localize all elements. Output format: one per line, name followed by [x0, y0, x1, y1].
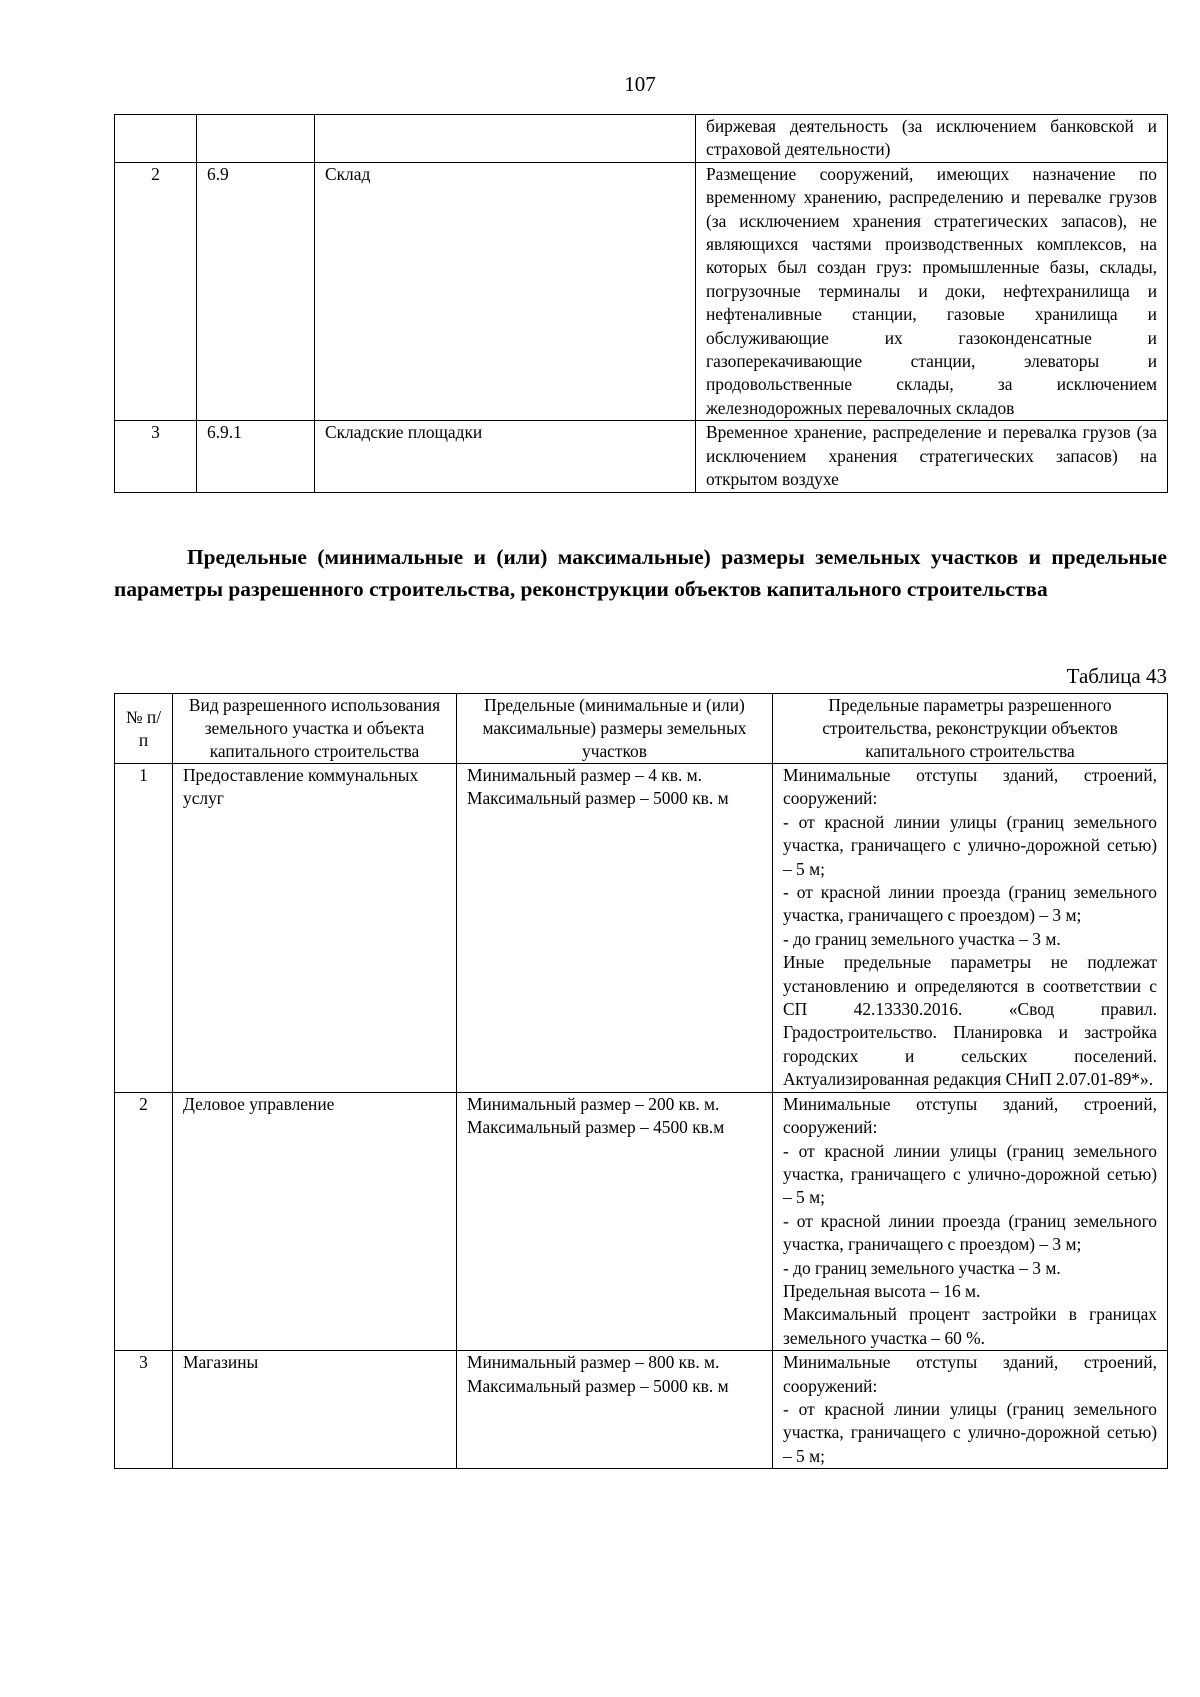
row-number: 1 [115, 764, 173, 1093]
use-type: Магазины [173, 1351, 457, 1469]
table-row [115, 1351, 1168, 1469]
use-name: Склад [315, 162, 696, 420]
use-name [315, 115, 696, 163]
param-line: - от красной линии проезда (границ земельного участка, граничащего с проездом) – 3 м; [783, 1210, 1157, 1255]
param-line: Иные предельные параметры не подлежат установлению и определяются в соответствии с СП 42.13330.2016. «Свод правил. Градостроительство. Планировка и застройка городских и сельских поселений. Актуализированная редакция СНиП 2.07.01-89*». [783, 952, 1157, 1090]
table-header-row [115, 694, 1168, 764]
use-type: Предоставление коммунальных услуг [173, 764, 457, 1093]
row-number: 2 [115, 162, 197, 420]
param-line: - до границ земельного участка – 3 м. [783, 928, 1061, 949]
land-sizes [457, 764, 773, 1093]
max-size: Максимальный размер – 5000 кв. м [467, 788, 729, 809]
row-number: 2 [115, 1092, 173, 1350]
use-type: Деловое управление [173, 1092, 457, 1350]
row-number: 3 [115, 1351, 173, 1469]
land-parameters-table [114, 693, 1168, 1469]
table-row [115, 764, 1168, 1093]
land-use-table-continued [114, 114, 1168, 493]
header-use-type: Вид разрешенного использования земельного участка и объекта капитального строительства [173, 694, 457, 764]
max-size: Максимальный размер – 4500 кв.м [467, 1117, 725, 1138]
header-sizes: Предельные (минимальные и (или) максимальные) размеры земельных участков [457, 694, 773, 764]
param-line: Максимальный процент застройки в границах земельного участка – 60 %. [783, 1304, 1157, 1348]
use-code: 6.9.1 [197, 421, 315, 492]
row-number: 3 [115, 421, 197, 492]
min-size: Минимальный размер – 200 кв. м. [467, 1093, 720, 1114]
header-params: Предельные параметры разрешенного строительства, реконструкции объектов капитального строительства [773, 694, 1168, 764]
section-heading: Предельные (минимальные и (или) максимальные) размеры земельных участков и предельные параметры разрешенного строительства, реконструкции объектов капитального строительства [114, 545, 1167, 601]
construction-params [773, 764, 1168, 1093]
use-name: Складские площадки [315, 421, 696, 492]
table-row [115, 162, 1168, 420]
min-size: Минимальный размер – 4 кв. м. [467, 765, 702, 785]
construction-params [773, 1351, 1168, 1469]
table-row [115, 1092, 1168, 1350]
use-description: биржевая деятельность (за исключением банковской и страховой деятельности) [696, 115, 1168, 163]
table-caption: Таблица 43 [1066, 664, 1167, 688]
land-sizes [457, 1351, 773, 1469]
param-line: Минимальные отступы зданий, строений, сооружений: [783, 765, 1157, 809]
param-line: - до границ земельного участка – 3 м. [783, 1257, 1061, 1278]
table-row [115, 115, 1168, 163]
header-num: № п/п [115, 694, 173, 764]
page-number: 107 [624, 72, 656, 96]
param-line: Предельная высота – 16 м. [783, 1280, 981, 1301]
use-description: Размещение сооружений, имеющих назначение по временному хранению, распределению и перевалке грузов (за исключением хранения стратегических запасов), не являющихся частями производственных комплексов, на которых был создан груз: промышленные базы, склады, погрузочные терминалы и доки, нефтехранилища и нефтеналивные станции, газовые хранилища и обслуживающие их газоконденсатные и газоперекачивающие станции, элеваторы и продовольственные склады, за исключением железнодорожных перевалочных складов [696, 162, 1168, 420]
row-number [115, 115, 197, 163]
use-code [197, 115, 315, 163]
table-row [115, 421, 1168, 492]
param-line: - от красной линии улицы (границ земельного участка, граничащего с улично-дорожной сетью) – 5 м; [783, 811, 1157, 879]
use-description: Временное хранение, распределение и перевалка грузов (за исключением хранения стратегических запасов) на открытом воздухе [696, 421, 1168, 492]
min-size: Минимальный размер – 800 кв. м. [467, 1352, 720, 1373]
param-line: Минимальные отступы зданий, строений, сооружений: [783, 1352, 1157, 1396]
param-line: - от красной линии улицы (границ земельного участка, граничащего с улично-дорожной сетью) – 5 м; [783, 1140, 1157, 1208]
param-line: - от красной линии улицы (границ земельного участка, граничащего с улично-дорожной сетью) – 5 м; [783, 1398, 1157, 1466]
land-sizes [457, 1092, 773, 1350]
use-code: 6.9 [197, 162, 315, 420]
construction-params [773, 1092, 1168, 1350]
param-line: Минимальные отступы зданий, строений, сооружений: [783, 1093, 1157, 1138]
max-size: Максимальный размер – 5000 кв. м [467, 1375, 729, 1396]
param-line: - от красной линии проезда (границ земельного участка, граничащего с проездом) – 3 м; [783, 882, 1157, 926]
